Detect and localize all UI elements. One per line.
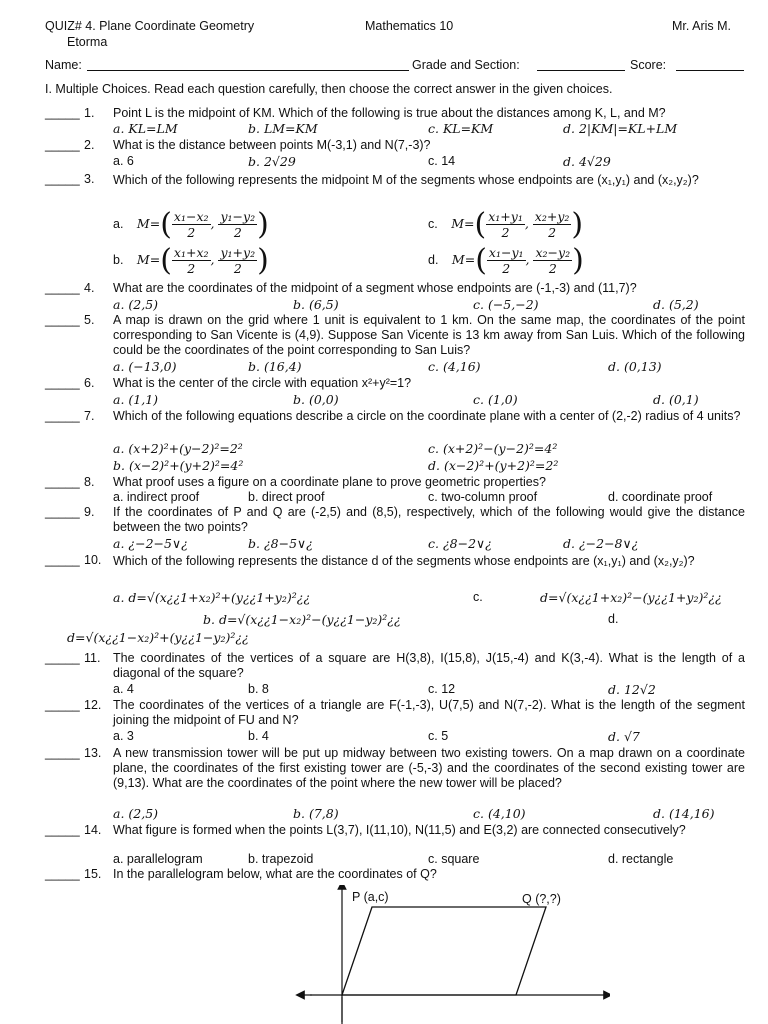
choice-b[interactable]: b. (7,8): [293, 806, 339, 821]
choice-c[interactable]: c. (1,0): [473, 392, 518, 407]
question-number: 15.: [84, 867, 102, 881]
denominator: 2: [501, 225, 510, 240]
choice-c[interactable]: c. (4,10): [473, 806, 526, 821]
choice-d[interactable]: d. (14,16): [653, 806, 715, 821]
choice-d[interactable]: d. 2|KM|=KL+LM: [563, 121, 678, 136]
quiz-title: QUIZ# 4. Plane Coordinate Geometry: [45, 19, 255, 33]
answer-blank[interactable]: _____: [45, 505, 80, 519]
question-number: 2.: [84, 138, 95, 152]
denominator: 2: [187, 261, 196, 276]
numerator: x₁−x₂: [173, 209, 209, 224]
choice-d[interactable]: d. (x−2)²+(y+2)²=2²: [428, 458, 559, 473]
choice-a[interactable]: a. KL=LM: [113, 121, 178, 136]
grade-label: Grade and Section:: [412, 58, 520, 72]
answer-blank[interactable]: _____: [45, 746, 80, 760]
question-number: 6.: [84, 376, 95, 390]
choice-c[interactable]: c. M=( $\frac{\text{x₁+y₁}}{2}$ , $\frac{\text{x₂+y₂}}{2}$ ): [428, 207, 584, 242]
choice-b[interactable]: b. d=√(x¿¿1−x₂)²−(y¿¿1−y₂)²¿¿: [203, 612, 401, 627]
choice-c[interactable]: c. 12: [428, 682, 456, 696]
question-number: 10.: [84, 553, 102, 567]
choice-b[interactable]: b. direct proof: [248, 490, 325, 504]
answer-blank[interactable]: _____: [45, 823, 80, 837]
numerator: x₁−y₁: [488, 245, 524, 260]
choice-d[interactable]: d. ¿−2−8∨¿: [563, 536, 639, 551]
parallelogram: [342, 907, 546, 995]
choice-d[interactable]: d. (0,13): [608, 359, 662, 374]
choice-c[interactable]: c. 14: [428, 154, 456, 168]
name-field[interactable]: [87, 70, 409, 71]
denominator: 2: [548, 225, 557, 240]
right-paren: ): [257, 207, 269, 242]
question-number: 8.: [84, 475, 95, 489]
choice-a[interactable]: a. M=( $\frac{\text{x₁−x₂}}{2}$ , $\frac{\text{y₁−y₂}}{2}$ ): [113, 207, 269, 242]
question-number: 14.: [84, 823, 102, 837]
choice-d[interactable]: d. 12√2: [608, 682, 656, 697]
answer-blank[interactable]: _____: [45, 281, 80, 295]
score-field[interactable]: [676, 70, 744, 71]
numerator: x₁+x₂: [173, 245, 209, 260]
question-text: If the coordinates of P and Q are (-2,5) and (8,5), respectively, which of the following would give the distance between the two points?: [113, 505, 745, 534]
question-number: 1.: [84, 106, 95, 120]
choice-b[interactable]: b. (x−2)²+(y+2)²=4²: [113, 458, 244, 473]
denominator: 2: [233, 225, 242, 240]
choice-b[interactable]: b. (6,5): [293, 297, 339, 312]
choice-a[interactable]: a. ¿−2−5∨¿: [113, 536, 188, 551]
choice-c-label[interactable]: c.: [473, 590, 483, 604]
choice-a[interactable]: a. (−13,0): [113, 359, 177, 374]
choice-label: a.: [113, 216, 124, 231]
question-number: 12.: [84, 698, 102, 712]
right-paren: ): [572, 243, 584, 278]
question-text: Which of the following equations describe a circle on the coordinate plane with a center of (2,-2) radius of 4 units?: [113, 409, 741, 423]
question-text: What proof uses a figure on a coordinate plane to prove geometric properties?: [113, 475, 546, 489]
denominator: 2: [233, 261, 242, 276]
question-number: 5.: [84, 313, 95, 327]
left-paren: (: [475, 243, 487, 278]
answer-blank[interactable]: _____: [45, 409, 80, 423]
grade-field[interactable]: [537, 70, 625, 71]
answer-blank[interactable]: _____: [45, 651, 80, 665]
choice-b[interactable]: b. trapezoid: [248, 852, 314, 866]
teacher-surname: Etorma: [67, 35, 108, 49]
choice-b[interactable]: b. LM=KM: [248, 121, 318, 136]
question-text: In the parallelogram below, what are the coordinates of Q?: [113, 867, 437, 881]
answer-blank[interactable]: _____: [45, 376, 80, 390]
choice-a[interactable]: a. 6: [113, 154, 134, 168]
choice-d[interactable]: d. 4√29: [563, 154, 611, 169]
choice-d[interactable]: d. M=( $\frac{\text{x₁−y₁}}{2}$ , $\frac{\text{x₂−y₂}}{2}$ ): [428, 243, 584, 278]
choice-a[interactable]: a. (2,5): [113, 297, 159, 312]
numerator: y₁−y₂: [220, 209, 256, 224]
choice-a[interactable]: a. (1,1): [113, 392, 159, 407]
choice-c[interactable]: c. two-column proof: [428, 490, 538, 504]
numerator: x₁+y₁: [488, 209, 523, 224]
question-text: What are the coordinates of the midpoint of a segment whose endpoints are (-1,-3) and (11,7)?: [113, 281, 637, 295]
subject-label: Mathematics 10: [365, 19, 454, 33]
question-number: 3.: [84, 172, 95, 186]
answer-blank[interactable]: _____: [45, 106, 80, 120]
choice-b[interactable]: b. (0,0): [293, 392, 339, 407]
choice-c[interactable]: c. (4,16): [428, 359, 481, 374]
choice-label: d.: [428, 252, 439, 267]
question-text: The coordinates of the vertices of a triangle are F(-1,-3), U(7,5) and N(7,-2). What is the length of the segment joining the midpoint of FU and N?: [113, 698, 745, 727]
left-paren: (: [474, 207, 487, 242]
choice-b[interactable]: b. 8: [248, 682, 269, 696]
choice-c[interactable]: c. square: [428, 852, 480, 866]
name-label: Name:: [45, 58, 82, 72]
choice-d[interactable]: d. √7: [608, 729, 640, 744]
question-number: 4.: [84, 281, 95, 295]
choice-d[interactable]: d=√(x¿¿1−x₂)²+(y¿¿1−y₂)²¿¿: [67, 630, 249, 645]
question-text: The coordinates of the vertices of a square are H(3,8), I(15,8), J(15,-4) and K(3,-4). What is the length of a diagonal of the square?: [113, 651, 745, 680]
denominator: 2: [548, 261, 557, 276]
choice-a[interactable]: a. (2,5): [113, 806, 159, 821]
choice-a[interactable]: a. parallelogram: [113, 852, 203, 866]
answer-blank[interactable]: _____: [45, 867, 80, 881]
question-text: A new transmission tower will be put up midway between two existing towers. On a map drawn on a coordinate plane, the coordinates of the first existing tower are (-5,-3) and the coordinates of the second existing tower are (9,13). What are the coordinates of the point where the new tower will be placed?: [113, 746, 745, 790]
choice-a[interactable]: a. 4: [113, 682, 134, 696]
score-label: Score:: [630, 58, 667, 72]
choice-d[interactable]: d. (0,1): [653, 392, 699, 407]
choice-c[interactable]: c. 5: [428, 729, 449, 743]
question-number: 7.: [84, 409, 95, 423]
answer-blank[interactable]: _____: [45, 313, 80, 327]
choice-d[interactable]: d. rectangle: [608, 852, 674, 866]
numerator: x₂−y₂: [535, 245, 571, 260]
answer-blank[interactable]: _____: [45, 138, 80, 152]
question-text: What figure is formed when the points L(3,7), I(11,10), N(11,5) and E(3,2) are connected consecutively?: [113, 823, 686, 837]
choice-label: b.: [113, 252, 124, 267]
choice-b[interactable]: b. (16,4): [248, 359, 302, 374]
parallelogram-figure: [290, 885, 610, 1024]
choice-b[interactable]: b. 4: [248, 729, 269, 743]
choice-c[interactable]: c. KL=KM: [428, 121, 494, 136]
choice-d-label[interactable]: d.: [608, 612, 619, 626]
question-text: What is the center of the circle with equation x²+y²=1?: [113, 376, 412, 390]
answer-blank[interactable]: _____: [45, 172, 80, 186]
midpoint-lhs: M=: [136, 215, 161, 231]
answer-blank[interactable]: _____: [45, 698, 80, 712]
right-paren: ): [257, 243, 269, 278]
midpoint-lhs: M=: [451, 251, 476, 267]
question-text: A map is drawn on the grid where 1 unit is equivalent to 1 km. On the same map, the coordinates of the point corresponding to San Vicente is (4,9). Suppose San Vicente is 13 km away from San Luis. Which of the following could be the coordinates of the point corresponding to San Luis?: [113, 313, 745, 357]
choice-a[interactable]: a. 3: [113, 729, 134, 743]
choice-c[interactable]: c. (−5,−2): [473, 297, 539, 312]
point-q-label: Q (?,?): [522, 892, 561, 906]
instructions: I. Multiple Choices. Read each question carefully, then choose the correct answer in the given choices.: [45, 82, 613, 96]
numerator: y₁+y₂: [220, 245, 256, 260]
answer-blank[interactable]: _____: [45, 475, 80, 489]
question-text: Which of the following represents the midpoint M of the segments whose endpoints are (x₁,y₁) and (x₂,y₂)?: [113, 173, 699, 187]
question-text: What is the distance between points M(-3,1) and N(7,-3)?: [113, 138, 431, 152]
choice-a[interactable]: a. (x+2)²+(y−2)²=2²: [113, 441, 243, 456]
question-number: 11.: [84, 651, 101, 665]
question-text: Point L is the midpoint of KM. Which of the following is true about the distances among K, L, and M?: [113, 106, 666, 120]
choice-c[interactable]: d=√(x¿¿1+x₂)²−(y¿¿1+y₂)²¿¿: [540, 590, 722, 605]
choice-label: c.: [428, 216, 438, 231]
choice-d[interactable]: d. coordinate proof: [608, 490, 713, 504]
question-number: 9.: [84, 505, 95, 519]
numerator: x₂+y₂: [534, 209, 570, 224]
question-number: 13.: [84, 746, 102, 760]
denominator: 2: [502, 261, 511, 276]
choice-d[interactable]: d. (5,2): [653, 297, 699, 312]
choice-b[interactable]: b. ¿8−5∨¿: [248, 536, 313, 551]
choice-c[interactable]: c. (x+2)²−(y−2)²=4²: [428, 441, 558, 456]
choice-b[interactable]: b. M=( $\frac{\text{x₁+x₂}}{2}$ , $\frac{\text{y₁+y₂}}{2}$ ): [113, 243, 269, 278]
midpoint-lhs: M=: [136, 251, 161, 267]
choice-c[interactable]: c. ¿8−2∨¿: [428, 536, 492, 551]
choice-a[interactable]: a. indirect proof: [113, 490, 200, 504]
midpoint-lhs: M=: [451, 215, 475, 231]
point-p-label: P (a,c): [352, 890, 389, 904]
left-paren: (: [160, 207, 172, 242]
choice-b[interactable]: b. 2√29: [248, 154, 296, 169]
left-paren: (: [160, 243, 172, 278]
teacher-name: Mr. Aris M.: [672, 19, 732, 33]
denominator: 2: [187, 225, 196, 240]
choice-a[interactable]: a. d=√(x¿¿1+x₂)²+(y¿¿1+y₂)²¿¿: [113, 590, 311, 605]
right-paren: ): [571, 207, 584, 242]
answer-blank[interactable]: _____: [45, 553, 80, 567]
question-text: Which of the following represents the distance d of the segments whose endpoints are (x₁,y₁) and (x₂,y₂)?: [113, 554, 695, 568]
